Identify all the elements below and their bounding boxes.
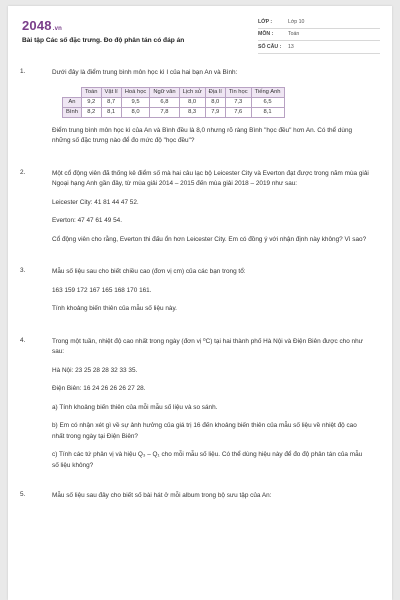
meta-row-class: [258, 16, 380, 29]
question-list: [8, 68, 392, 502]
table-header: Địa lí: [205, 87, 225, 97]
question-3: [8, 267, 392, 315]
meta-row-count: [258, 41, 380, 54]
table-cell: 8,0: [205, 97, 225, 107]
question-text: Một cổ động viên đã thống kê điểm số mà hai câu lạc bộ Leicester City và Everton đạt được trong năm mùa giải Ngoại hạng Anh gần đây, từ mùa giải 2014 – 2015 đến mùa giải 2018 – 2019 như sau:: [52, 169, 369, 187]
table-cell: 7,9: [205, 107, 225, 117]
table-header: Hoá học: [121, 87, 150, 97]
question-5: [8, 491, 392, 502]
score-table: [62, 87, 285, 118]
table-header: Tin học: [225, 87, 251, 97]
question-text: Trong một tuần, nhiệt độ cao nhất trong ngày (đơn vị ⁰C) tại hai thành phố Hà Nội và Điện Biên được cho như sau:: [52, 337, 363, 355]
table-cell: 7,8: [150, 107, 179, 117]
question-number: 3.: [20, 267, 26, 274]
table-cell: 8,1: [251, 107, 284, 117]
table-cell: 6,8: [150, 97, 179, 107]
table-header: Tiếng Anh: [251, 87, 284, 97]
table-cell: 8,7: [101, 97, 121, 107]
question-4: [8, 337, 392, 472]
table-header: Toán: [81, 87, 101, 97]
document-title: Bài tập Các số đặc trưng. Đo độ phân tán có đáp án: [22, 37, 185, 44]
table-cell: 6,5: [251, 97, 284, 107]
table-corner: [63, 87, 82, 97]
table-row-label: Bình: [63, 107, 82, 117]
table-cell: 8,2: [81, 107, 101, 117]
question-text: Mẫu số liệu sau đây cho biết số bài hát ở mỗi album trong bộ sưu tập của An:: [52, 492, 272, 499]
site-logo[interactable]: [22, 18, 62, 33]
question-text: Tính khoảng biến thiên của mẫu số liệu này.: [52, 305, 177, 312]
question-text: Cổ động viên cho rằng, Everton thi đấu ổn hơn Leicester City. Em có đồng ý với nhận định này không? Vì sao?: [52, 235, 367, 243]
meta-value: 13: [288, 43, 294, 50]
table-cell: 8,0: [179, 97, 205, 107]
table-cell: 7,3: [225, 97, 251, 107]
table-header: Lịch sử: [179, 87, 205, 97]
meta-key: LỚP :: [258, 18, 273, 25]
data-line: Everton: 47 47 61 49 54.: [52, 217, 122, 224]
table-header: Ngữ văn: [150, 87, 179, 97]
data-line: 163 159 172 167 165 168 170 161.: [52, 286, 152, 294]
question-number: 1.: [20, 68, 26, 75]
table-cell: 7,6: [225, 107, 251, 117]
question-1: [8, 68, 392, 147]
table-row-label: An: [63, 97, 82, 107]
sub-question: b) Em có nhận xét gì về sự ảnh hưởng của giá trị 16 đến khoảng biến thiên của mẫu số liệu về nhiệt độ cao nhất trong ngày tại Điện Biên?: [52, 422, 357, 440]
logo-suffix: .vn: [52, 26, 63, 32]
sub-question: c) Tính các tứ phân vị và hiệu Q₃ – Q₁ cho mỗi mẫu số liệu. Có thể dùng hiệu này để đo độ phân tán của mẫu số liệu không?: [52, 451, 363, 469]
table-header: Vật lí: [101, 87, 121, 97]
table-cell: 8,0: [121, 107, 150, 117]
logo-text: 2048: [22, 18, 52, 33]
question-text: Điểm trung bình môn học kì của An và Bình đều là 8,0 nhưng rõ ràng Bình "học đều" hơn An. Có thể dùng những số đặc trưng nào để đo mức độ "học đều"?: [52, 126, 353, 144]
meta-key: MÔN :: [258, 31, 274, 38]
data-line: Điện Biên: 16 24 26 26 26 27 28.: [52, 385, 146, 392]
data-line: Hà Nội: 23 25 28 28 32 33 35.: [52, 366, 138, 374]
meta-value: Toán: [288, 31, 300, 38]
table-cell: 8,3: [179, 107, 205, 117]
table-row: [63, 97, 285, 107]
question-2: [8, 169, 392, 246]
table-row: [63, 107, 285, 117]
data-line: Leicester City: 41 81 44 47 52.: [52, 198, 139, 206]
meta-row-subject: [258, 29, 380, 42]
document-page: [8, 6, 392, 600]
table-cell: 8,1: [101, 107, 121, 117]
table-cell: 9,5: [121, 97, 150, 107]
meta-info: [258, 16, 380, 54]
question-number: 2.: [20, 168, 26, 176]
meta-value: Lớp 10: [288, 18, 305, 25]
table-header-row: [63, 87, 285, 97]
question-number: 4.: [20, 336, 26, 344]
question-text: Dưới đây là điểm trung bình môn học kì I của hai bạn An và Bình:: [52, 69, 238, 76]
sub-question: a) Tính khoảng biến thiên của mỗi mẫu số liệu và so sánh.: [52, 403, 218, 411]
meta-key: SỐ CÂU :: [258, 43, 282, 50]
table-cell: 9,2: [81, 97, 101, 107]
question-text: Mẫu số liệu sau cho biết chiều cao (đơn vị cm) của các bạn trong tổ:: [52, 268, 246, 275]
question-number: 5.: [20, 491, 26, 498]
page-header: [8, 6, 392, 64]
